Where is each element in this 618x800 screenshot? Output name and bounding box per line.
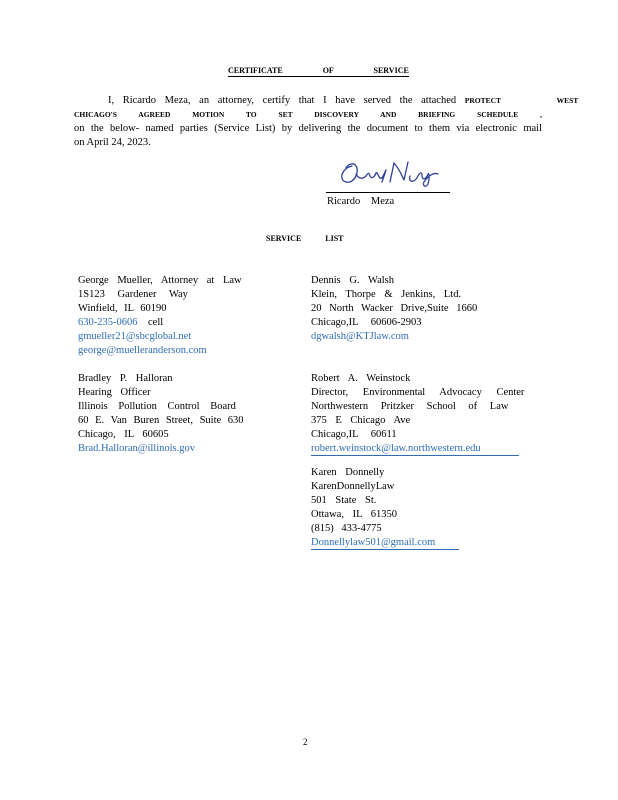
paragraph-line-1: I, Ricardo Meza, an attorney, certify that I have served the attached PROTECT WEST xyxy=(108,95,579,106)
party-line: Director, Environmental Advocacy Center xyxy=(311,387,525,398)
email-row xyxy=(311,442,524,456)
party-line: 20 North Wacker Drive,Suite 1660 xyxy=(311,303,478,314)
party-line: 60 E. Van Buren Street, Suite 630 xyxy=(78,415,244,426)
email-link[interactable]: dgwalsh@KTJlaw.com xyxy=(311,331,409,342)
paragraph-line-4: on April 24, 2023. xyxy=(74,137,151,148)
party-line: Chicago, IL 60605 xyxy=(78,429,169,440)
email-link[interactable]: george@muelleranderson.com xyxy=(78,345,207,356)
party-robert-weinstock xyxy=(311,372,524,456)
party-line: Chicago,IL 60611 xyxy=(311,429,397,440)
party-line: 375 E Chicago Ave xyxy=(311,415,411,426)
party-line: Klein, Thorpe & Jenkins, Ltd. xyxy=(311,289,462,300)
certificate-title: CERTIFICATE OF SERVICE xyxy=(228,66,409,75)
party-line: Winfield, IL 60190 xyxy=(78,303,167,314)
page-number: 2 xyxy=(303,737,308,747)
certificate-paragraph xyxy=(74,94,579,150)
signature-drawing xyxy=(338,158,442,188)
party-line: Bradley P. Halloran xyxy=(78,373,173,384)
party-line: 501 State St. xyxy=(311,495,377,506)
party-line: 1S123 Gardener Way xyxy=(78,289,188,300)
email-link[interactable]: robert.weinstock@law.northwestern.edu xyxy=(311,443,519,456)
signature-image xyxy=(338,158,442,193)
signature-line xyxy=(326,192,450,193)
party-line: (815) 433-4775 xyxy=(311,523,382,534)
party-line: Dennis G. Walsh xyxy=(311,275,394,286)
paragraph-line-3: on the below- named parties (Service List) by delivering the document to them via electronic mail xyxy=(74,123,542,134)
party-line: Ottawa, IL 61350 xyxy=(311,509,397,520)
service-list-title: SERVICE LIST xyxy=(266,234,344,243)
party-line: Hearing Officer xyxy=(78,387,151,398)
party-bradley-halloran xyxy=(78,372,244,456)
party-line: George Mueller, Attorney at Law xyxy=(78,275,242,286)
party-line: Northwestern Pritzker School of Law xyxy=(311,401,509,412)
party-line: Illinois Pollution Control Board xyxy=(78,401,236,412)
phone-number[interactable]: 630-235-0606 xyxy=(78,317,138,328)
email-link[interactable]: Donnellylaw501@gmail.com xyxy=(311,537,459,550)
email-link[interactable]: gmueller21@sbcglobal.net xyxy=(78,331,192,342)
email-link[interactable]: Brad.Halloran@illinois.gov xyxy=(78,443,195,454)
party-line: Karen Donnelly xyxy=(311,467,385,478)
party-line: Robert A. Weinstock xyxy=(311,373,411,384)
party-line: Chicago,IL 60606-2903 xyxy=(311,317,422,328)
party-line: KarenDonnellyLaw xyxy=(311,481,395,492)
signer-name: Ricardo Meza xyxy=(327,196,395,207)
phone-label: cell xyxy=(148,317,164,328)
party-george-mueller xyxy=(78,274,242,358)
party-dennis-walsh xyxy=(311,274,477,344)
email-row xyxy=(311,536,459,550)
party-karen-donnelly xyxy=(311,466,459,550)
paragraph-line-2: CHICAGO'S AGREED MOTION TO SET DISCOVERY AND BRIEFING SCHEDULE , xyxy=(74,110,542,119)
phone-line xyxy=(78,316,242,330)
